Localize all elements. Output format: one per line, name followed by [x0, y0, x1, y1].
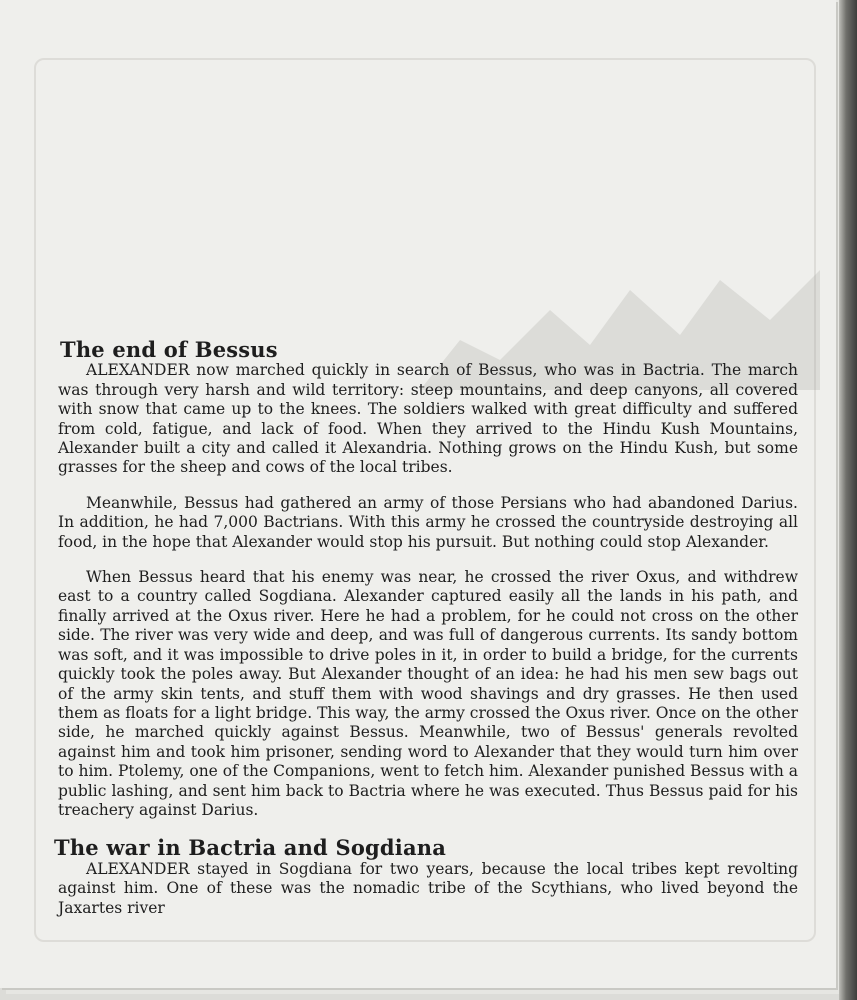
paragraph: ALEXANDER stayed in Sogdiana for two years, because the local tribes kept revolting against him. One of these was the nomadic tribe of the Scythians, who lived beyond the Jaxartes river: [58, 859, 798, 917]
section-heading: The end of Bessus: [60, 337, 278, 362]
section-end-of-bessus: [58, 337, 798, 820]
section-war-in-bactria: [54, 835, 798, 918]
article-body: [54, 337, 798, 934]
paragraph: When Bessus heard that his enemy was near, he crossed the river Oxus, and withdrew east to a country called Sogdiana. Alexander captured easily all the lands in his path, and finally arrived at the Oxus river. Here he had a problem, for he could not cross on the other side. The river was very wide and deep, and was full of dangerous currents. Its sandy bottom was soft, and it was impossible to drive poles in it, in order to build a bridge, for the currents quickly took the poles away. But Alexander thought of an idea: he had his men sew bags out of the army skin tents, and stuff them with wood shavings and dry grasses. He then used them as floats for a light bridge. This way, the army crossed the Oxus river. Once on the other side, he marched quickly against Bessus. Meanwhile, two of Bessus' generals revolted against him and took him prisoner, sending word to Alexander that they would turn him over to him. Ptolemy, one of the Companions, went to fetch him. Alexander punished Bessus with a public lashing, and sent him back to Bactria where he was executed. Thus Bessus paid for his treachery against Darius.: [58, 568, 798, 819]
section-heading: The war in Bactria and Sogdiana: [54, 835, 447, 861]
book-spine-shadow: [839, 0, 857, 1000]
paragraph: Meanwhile, Bessus had gathered an army of those Persians who had abandoned Darius. In addition, he had 7,000 Bactrians. With this army he crossed the countryside destroying all food, in the hope that Alexander would stop his pursuit. But nothing could stop Alexander.: [58, 493, 798, 551]
paragraph: ALEXANDER now marched quickly in search of Bessus, who was in Bactria. The march was through very harsh and wild territory: steep mountains, and deep canyons, all covered with snow that came up to the knees. The soldiers walked with great difficulty and suffered from cold, fatigue, and lack of food. When they arrived to the Hindu Kush Mountains, Alexander built a city and called it Alexandria. Nothing grows on the Hindu Kush, but some grasses for the sheep and cows of the local tribes.: [58, 361, 798, 477]
